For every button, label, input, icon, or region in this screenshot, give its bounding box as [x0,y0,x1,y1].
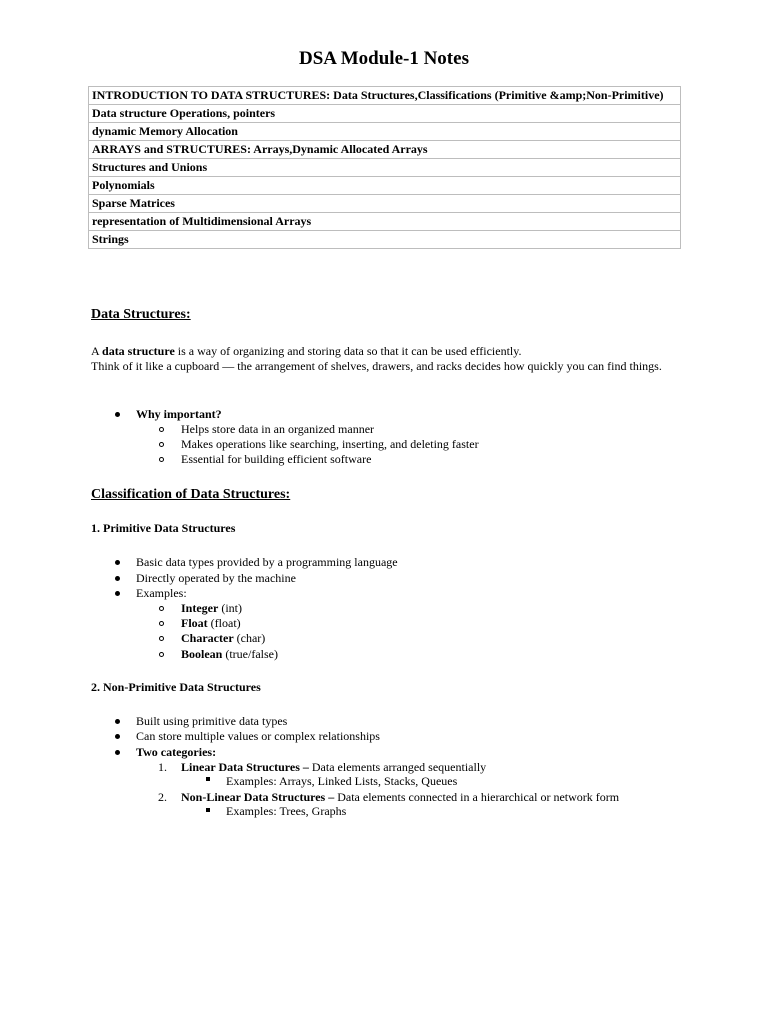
list-item: Helps store data in an organized manner [181,422,375,436]
bullet-dot-icon [115,576,120,581]
list-item [181,616,241,631]
list-item: Built using primitive data types [136,714,288,728]
list-item: Can store multiple values or complex relationships [136,729,380,743]
bullet-circle-icon [159,652,164,657]
list-item [181,631,265,646]
table-row [89,123,681,141]
bullet-square-icon [206,808,210,812]
category-term: Non-Linear Data Structures – [181,790,335,804]
list-number: 2. [158,790,167,804]
table-cell: Sparse Matrices [89,195,681,213]
list-item [181,647,278,662]
table-cell: representation of Multidimensional Arrays [89,213,681,231]
example-desc: (float) [207,616,241,630]
example-term: Character [181,631,234,645]
list-item [181,601,242,616]
text: A [91,344,103,358]
example-term: Integer [181,601,219,615]
bullet-circle-icon [159,606,164,611]
table-row [89,177,681,195]
table-cell: dynamic Memory Allocation [89,123,681,141]
example-term: Boolean [181,647,223,661]
bullet-circle-icon [159,457,164,462]
table-cell: Strings [89,231,681,249]
definition-paragraph [91,344,671,373]
definition-line [91,344,671,359]
bullet-dot-icon [115,412,120,417]
table-row [89,213,681,231]
table-row [89,105,681,123]
list-item: Examples: [136,586,187,600]
page-title: DSA Module-1 Notes [299,48,469,69]
bullet-circle-icon [159,636,164,641]
text: is a way of organizing and storing data so that it can be used efficiently. [174,344,522,358]
why-important-label: Why important? [136,407,222,421]
bullet-dot-icon [115,560,120,565]
list-item: Directly operated by the machine [136,571,296,585]
subheading-primitive: 1. Primitive Data Structures [91,521,236,535]
list-item: Basic data types provided by a programming language [136,555,398,569]
example-desc: (true/false) [222,647,278,661]
table-row [89,195,681,213]
bullet-dot-icon [115,591,120,596]
subheading-non-primitive: 2. Non-Primitive Data Structures [91,680,261,694]
table-row [89,159,681,177]
example-desc: (int) [218,601,242,615]
section-heading-classification: Classification of Data Structures: [91,487,291,502]
list-item: Examples: Trees, Graphs [226,804,347,818]
category-term: Linear Data Structures – [181,760,309,774]
table-row [89,231,681,249]
bullet-circle-icon [159,427,164,432]
list-item [181,760,486,775]
section-heading-data-structures: Data Structures: [91,307,191,322]
table-cell: ARRAYS and STRUCTURES: Arrays,Dynamic Allocated Arrays [89,141,681,159]
list-item [181,790,619,805]
analogy-line: Think of it like a cupboard — the arrangement of shelves, drawers, and racks decides how quickly you can find things. [91,358,662,373]
list-item: Essential for building efficient software [181,452,372,466]
bullet-square-icon [206,777,210,781]
category-desc: Data elements arranged sequentially [308,760,487,774]
table-cell: Polynomials [89,177,681,195]
list-item: Examples: Arrays, Linked Lists, Stacks, Queues [226,774,458,788]
table-cell: Structures and Unions [89,159,681,177]
table-row [89,87,681,105]
bullet-circle-icon [159,442,164,447]
example-desc: (char) [233,631,266,645]
defined-term: data structure [102,344,175,358]
two-categories-label: Two categories: [136,745,217,759]
example-term: Float [181,616,208,630]
list-number: 1. [158,760,167,774]
module-topics-table [88,86,681,249]
list-item: Makes operations like searching, inserting, and deleting faster [181,437,479,451]
table-cell: Data structure Operations, pointers [89,105,681,123]
table-row [89,141,681,159]
bullet-dot-icon [115,734,120,739]
bullet-dot-icon [115,719,120,724]
bullet-circle-icon [159,621,164,626]
category-desc: Data elements connected in a hierarchical or network form [334,790,620,804]
table-cell: INTRODUCTION TO DATA STRUCTURES: Data Structures,Classifications (Primitive &amp;Non-Primitive) [89,87,681,105]
bullet-dot-icon [115,750,120,755]
